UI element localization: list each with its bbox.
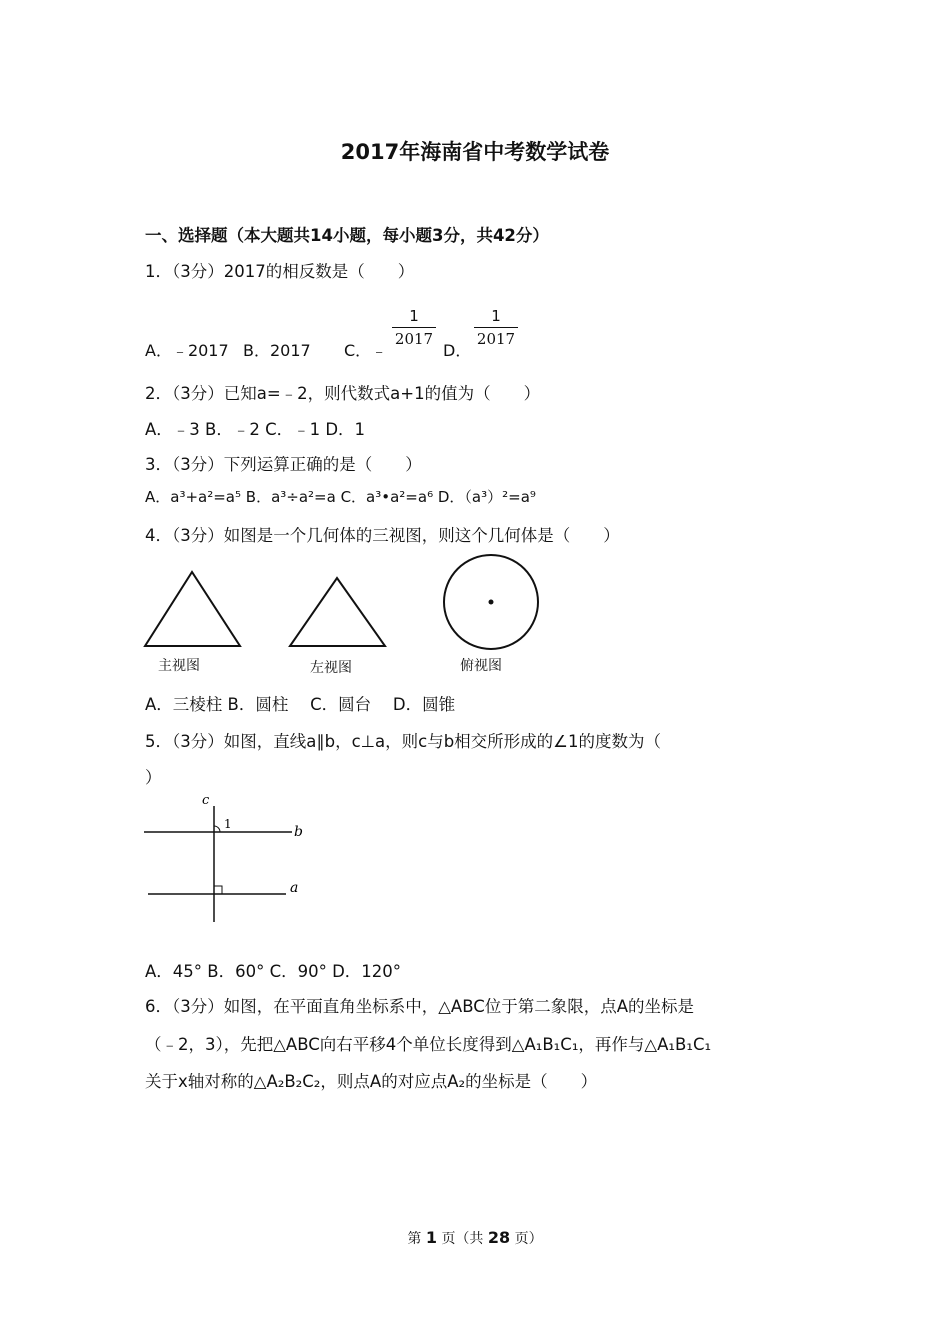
question-5-stem-line1: 5．（3分）如图，直线a∥b，c⊥a，则c与b相交所形成的∠1的度数为（ [145,732,661,751]
q1-fraction-d [474,307,518,348]
q1-option-a: A．﹣2017 [145,341,229,360]
q1-option-d: D． [443,341,472,360]
front-view-triangle [145,572,240,646]
fraction-c-numerator: 1 [392,307,436,328]
page-footer [0,1228,950,1248]
question-3-options: A．a³+a²=a⁵ B．a³÷a²=a C．a³•a²=a⁶ D．（a³）²=a⁹ [145,488,536,506]
right-angle-mark [214,886,222,894]
question-5-options: A．45° B．60° C．90° D．120° [145,962,402,981]
question-1-stem: 1．（3分）2017的相反数是（ ） [145,262,415,281]
top-view-center-dot [489,600,494,605]
left-view-triangle [290,578,385,646]
label-a: a [290,880,299,896]
footer-middle: 页（共 [441,1231,484,1247]
question-6-line1: 6．（3分）如图，在平面直角坐标系中，△ABC位于第二象限，点A的坐标是 [145,997,695,1016]
label-b: b [294,824,303,840]
q1-option-c: C．﹣ [344,341,388,360]
q1-fraction-c [392,307,436,348]
section-heading: 一、选择题（本大题共14小题，每小题3分，共42分） [145,226,549,245]
footer-page-number: 1 [425,1228,437,1247]
caption-left-view: 左视图 [310,660,352,676]
label-angle-1: 1 [224,817,232,831]
fraction-d-denominator: 2017 [476,330,516,348]
question-4-options: A．三棱柱 B．圆柱 C．圆台 D．圆锥 [145,695,456,714]
question-3-stem: 3．（3分）下列运算正确的是（ ） [145,455,422,474]
label-c: c [202,793,210,808]
caption-front-view: 主视图 [158,658,200,674]
footer-total-pages: 28 [487,1228,511,1247]
footer-suffix: 页） [514,1231,543,1247]
angle-1-arc [214,826,220,832]
question-6-line2: （﹣2，3），先把△ABC向右平移4个单位长度得到△A₁B₁C₁，再作与△A₁B₁C₁ [145,1035,712,1054]
page-title: 2017年海南省中考数学试卷 [340,140,610,164]
question-2-options: A．﹣3 B．﹣2 C．﹣1 D．1 [145,420,366,439]
fraction-d-numerator: 1 [474,307,518,328]
q1-option-b: B．2017 [243,341,311,360]
fraction-c-denominator: 2017 [394,330,434,348]
parallel-lines-figure [140,792,320,924]
question-4-stem: 4．（3分）如图是一个几何体的三视图，则这个几何体是（ ） [145,526,620,545]
question-2-stem: 2．（3分）已知a=﹣2，则代数式a+1的值为（ ） [145,384,541,403]
question-6-line3: 关于x轴对称的△A₂B₂C₂，则点A的对应点A₂的坐标是（ ） [145,1072,598,1091]
footer-prefix: 第 [407,1231,422,1247]
three-view-figure [140,550,560,650]
question-5-stem-line2: ） [145,768,162,787]
caption-top-view: 俯视图 [460,658,502,674]
